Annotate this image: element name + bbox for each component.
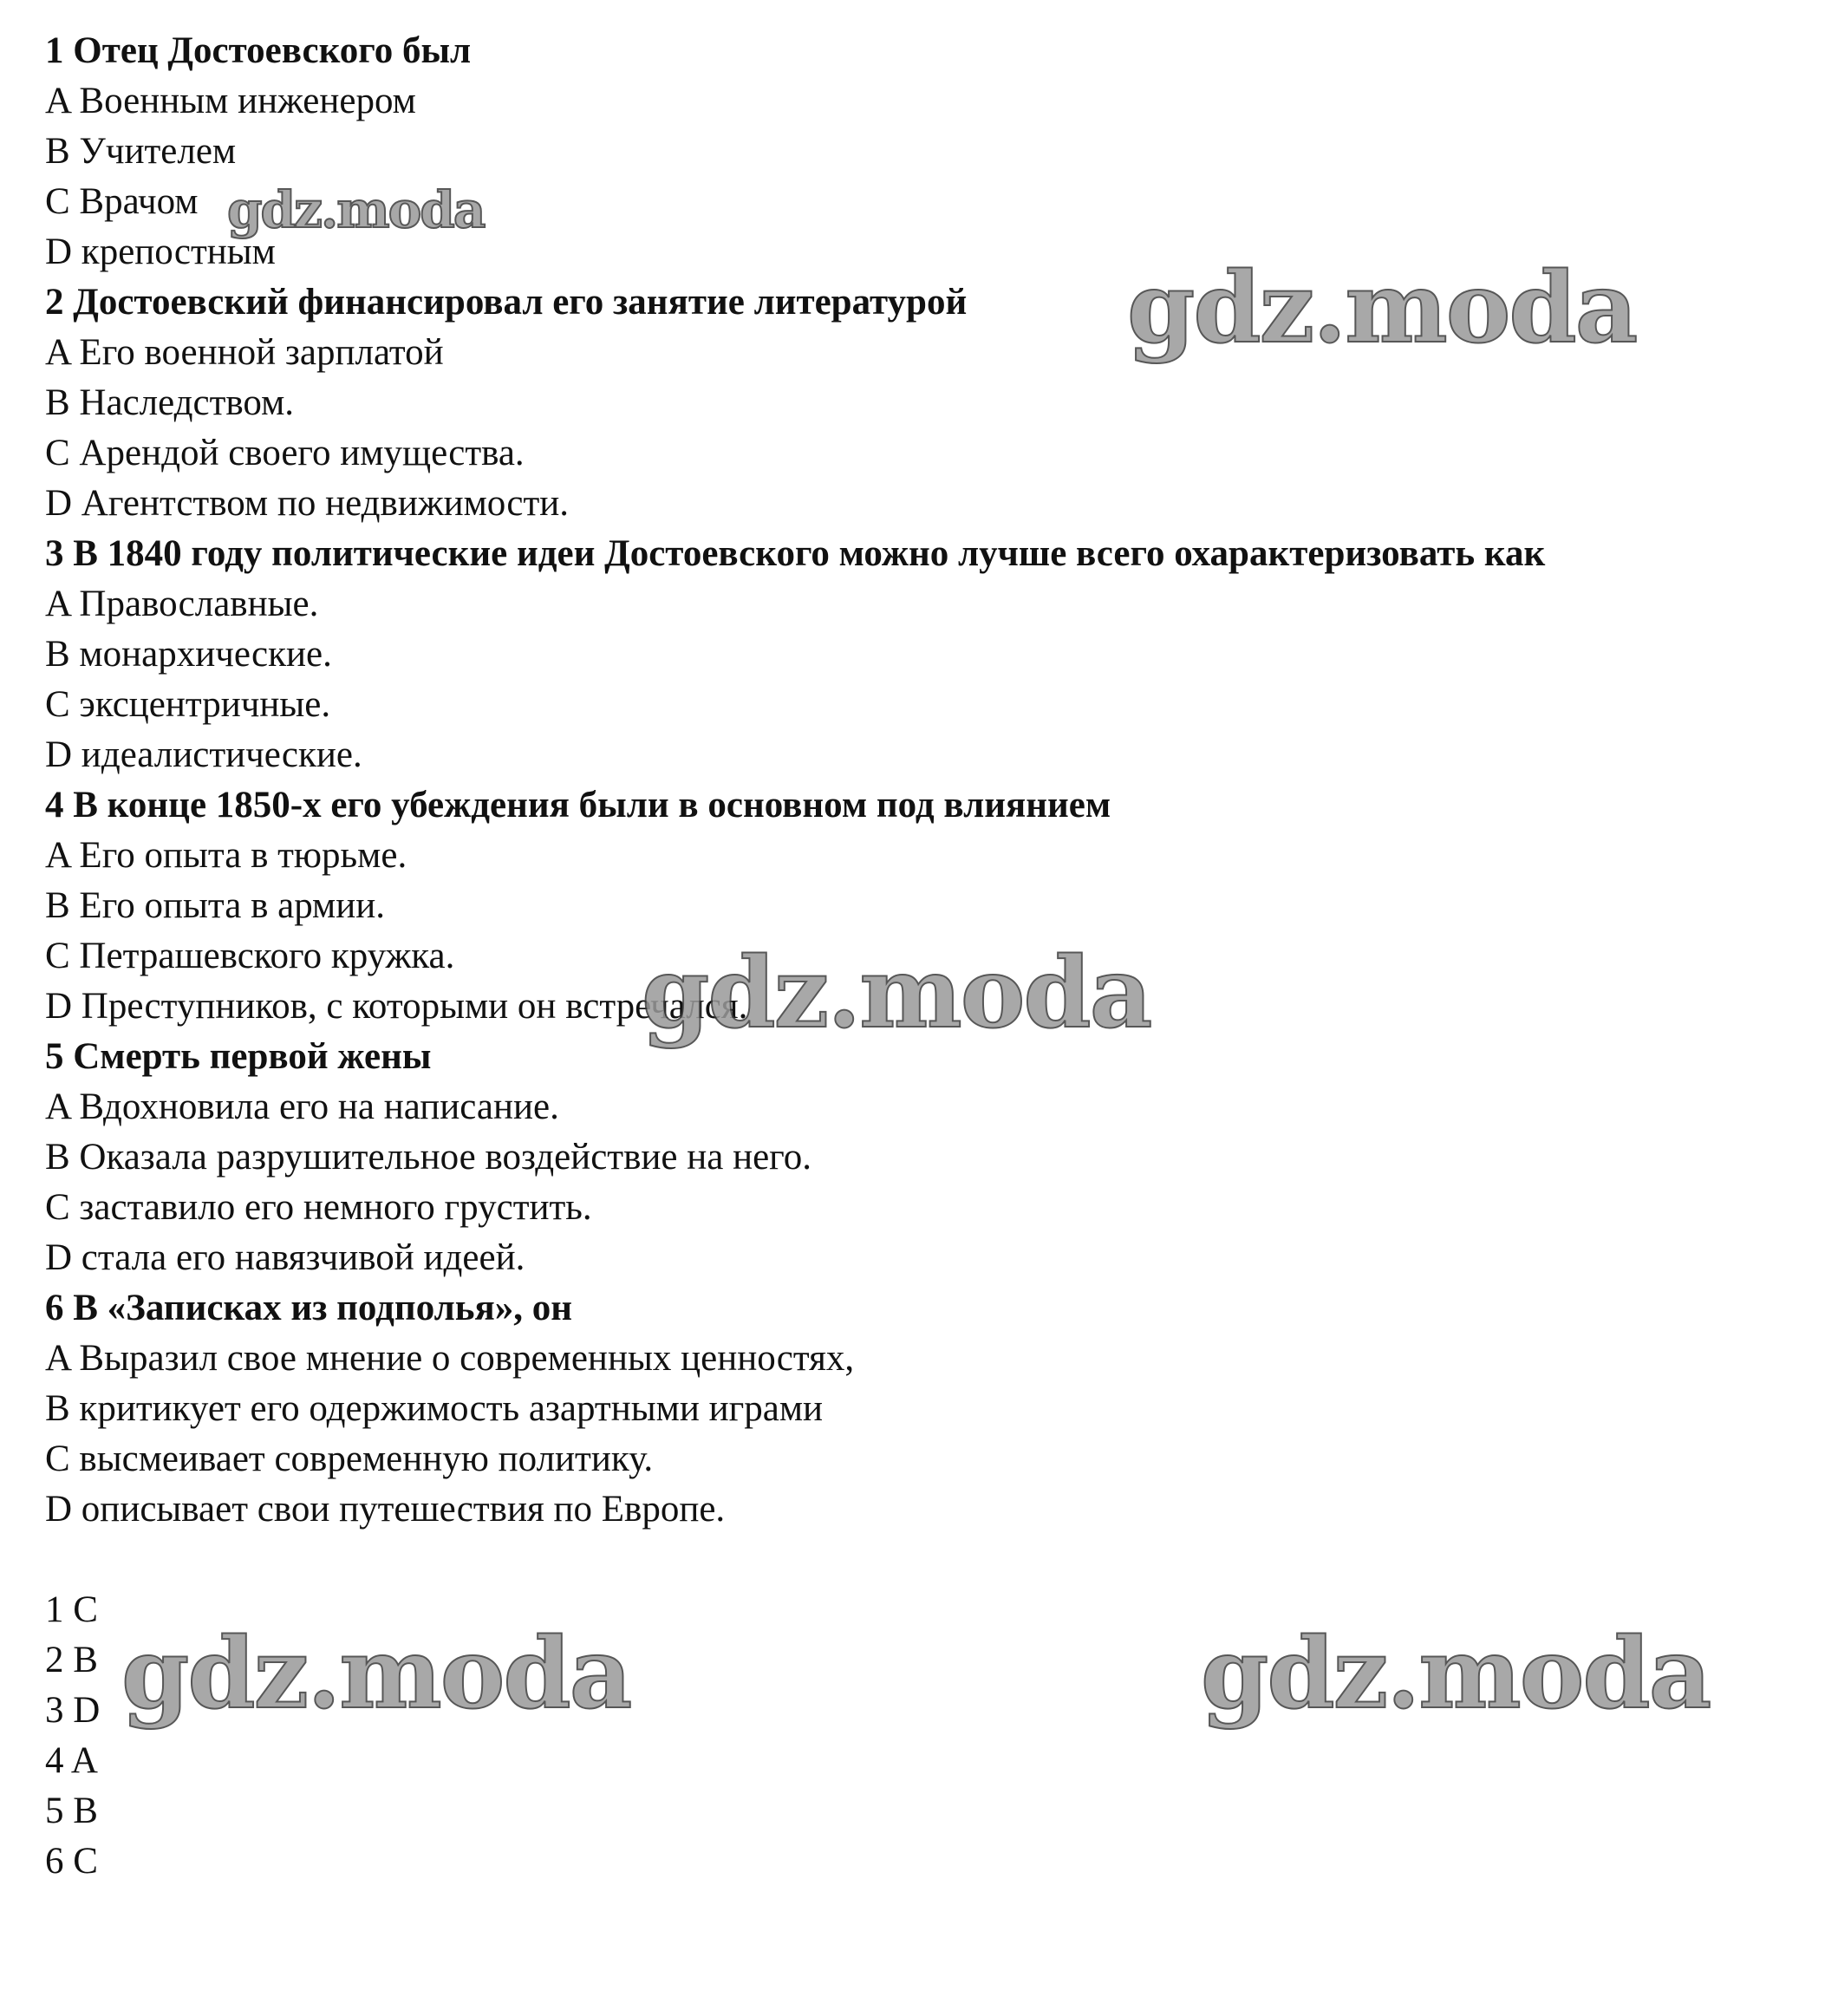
watermark-logo: gdz.moda [227,180,485,239]
question-block-3 [45,529,1779,780]
answer-option: D идеалистические. [45,734,362,775]
watermark-logo: gdz.moda [1201,1617,1711,1731]
answer-option: C заставило его немного грустить. [45,1187,592,1228]
question-block-2 [45,277,1779,529]
question-block-4 [45,780,1779,1032]
answer-option: B Наследством. [45,382,295,423]
answer-key-item: 5 B [45,1791,98,1831]
answer-key-item: 3 D [45,1690,101,1731]
question-title: 4 В конце 1850-х его убеждения были в основном под влиянием [45,785,1111,825]
answer-option: C Петрашевского кружка. [45,936,455,976]
answer-option: A Выразил свое мнение о современных ценностях, [45,1338,855,1379]
answer-option: B критикует его одержимость азартными играми [45,1388,824,1429]
answer-option: B Учителем [45,131,237,172]
answer-option: B Оказала разрушительное воздействие на него. [45,1137,811,1178]
question-title: 6 В «Записках из подполья», он [45,1288,573,1328]
answer-option: A Военным инженером [45,81,416,121]
spacer [45,1535,1779,1585]
answer-key-item: 1 C [45,1589,98,1630]
answer-key-item: 6 C [45,1841,98,1882]
question-title: 5 Смерть первой жены [45,1036,432,1077]
answer-option: C эксцентричные. [45,684,331,725]
answer-option: D крепостным [45,232,276,272]
answer-option: C Врачом [45,181,199,222]
answer-option: D Преступников, с которыми он встречался. [45,986,748,1027]
question-block-6 [45,1283,1779,1535]
answer-option: A Православные. [45,584,319,624]
question-title: 1 Отец Достоевского был [45,30,472,71]
answer-key-item: 4 A [45,1740,98,1781]
answer-key [45,1585,1779,1887]
answer-option: B монархические. [45,634,332,675]
question-title: 3 В 1840 году политические идеи Достоевского можно лучше всего охарактеризовать как [45,533,1546,574]
answer-option: C Арендой своего имущества. [45,433,525,473]
answer-option: A Его военной зарплатой [45,332,444,373]
document-body [45,26,1779,1887]
watermark-logo: gdz.moda [642,936,1151,1050]
answer-option: A Вдохновила его на написание. [45,1086,559,1127]
answer-key-item: 2 B [45,1640,98,1680]
question-block-5 [45,1032,1779,1283]
answer-option: C высмеивает современную политику. [45,1439,654,1479]
answer-option: D Агентством по недвижимости. [45,483,569,524]
watermark-logo: gdz.moda [1127,251,1637,365]
answer-option: D описывает свои путешествия по Европе. [45,1489,726,1530]
question-title: 2 Достоевский финансировал его занятие литературой [45,282,968,323]
watermark-logo: gdz.moda [121,1617,631,1731]
answer-option: A Его опыта в тюрьме. [45,835,407,876]
question-block-1 [45,26,1779,277]
answer-option: D стала его навязчивой идеей. [45,1237,525,1278]
answer-option: B Его опыта в армии. [45,885,386,926]
